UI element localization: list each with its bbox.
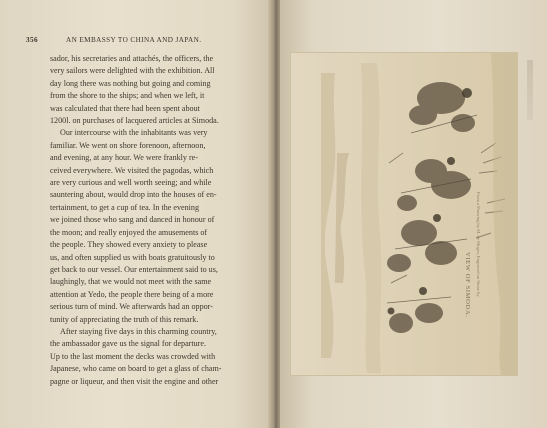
body-text bbox=[50, 53, 250, 388]
text-line: and evening, at any hour. We were frankly re- bbox=[50, 153, 198, 163]
text-line: serious turn of mind. We afterwards had an oppor- bbox=[50, 302, 213, 312]
text-line: us, and often supplied us with boats gratuitously to bbox=[50, 252, 215, 262]
illustration-plate bbox=[290, 52, 518, 376]
running-head-title: AN EMBASSY TO CHINA AND JAPAN. bbox=[66, 36, 202, 44]
text-line: the moon; and really enjoyed the amusements of bbox=[50, 227, 208, 237]
text-line: sador, his secretaries and attachés, the officers, the bbox=[50, 54, 214, 63]
text-line: the people. They showed every anxiety to please bbox=[50, 240, 208, 250]
text-line: attention at Yedo, the people there being of a more bbox=[50, 289, 214, 299]
plate-caption bbox=[464, 192, 482, 342]
landscape-illustration bbox=[291, 53, 517, 375]
text-line: After staying five days in this charming country, bbox=[60, 326, 217, 336]
text-line: familiar. We went on shore forenoon, afternoon, bbox=[50, 140, 206, 150]
plate-caption-title: VIEW OF SIMODA. bbox=[464, 252, 471, 318]
text-line: Japanese, who came on board to get a glass of cham- bbox=[50, 364, 222, 374]
text-line: are very curious and well worth seeing; and while bbox=[50, 178, 212, 188]
page-number: 356 bbox=[26, 36, 38, 44]
text-line: the ambassador gave us the signal for departure. bbox=[50, 339, 206, 349]
plate-edge-mark bbox=[527, 60, 533, 120]
text-line: sauntering about, would drop into the houses of en- bbox=[50, 190, 217, 200]
text-line: ceived everywhere. We visited the pagodas, which bbox=[50, 165, 214, 175]
running-head bbox=[26, 36, 262, 48]
plate-credit-line: From a Drawing by M. de Moges, Engraved on Stone by bbox=[476, 192, 481, 297]
text-line: 1200l. on purchases of lacquered articles at Simoda. bbox=[50, 116, 219, 126]
text-line: Up to the last moment the decks was crowded with bbox=[50, 351, 216, 361]
text-line: tunity of appreciating the truth of this remark. bbox=[50, 314, 199, 324]
text-line: day long there was nothing but going and coming bbox=[50, 78, 211, 88]
text-line: Our intercourse with the inhabitants was very bbox=[60, 128, 208, 138]
text-line: we joined those who sang and danced in honour of bbox=[50, 215, 215, 225]
text-line: laughingly, that we would not meet with the same bbox=[50, 277, 212, 287]
text-line: pagne or liqueur, and then visit the engine and other bbox=[50, 376, 219, 386]
text-line: tertainment, to get a cup of tea. In the evening bbox=[50, 202, 200, 212]
text-line: get back to our vessel. Our entertainment said to us, bbox=[50, 264, 218, 274]
text-line: very sailors were delighted with the exhibition. All bbox=[50, 66, 215, 76]
text-line: was calculated that there had been spent about bbox=[50, 103, 200, 113]
left-page bbox=[0, 0, 273, 428]
text-line: from the shore to the ships; and when we left, it bbox=[50, 91, 205, 101]
